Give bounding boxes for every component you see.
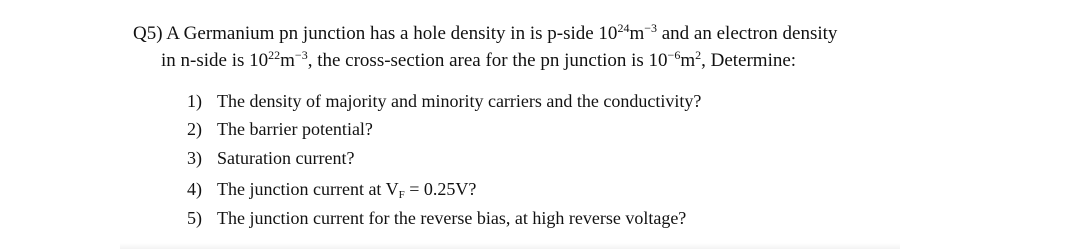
- item-number: 3): [187, 148, 202, 168]
- item-number: 5): [187, 208, 202, 228]
- q-line2-exp2: −3: [294, 48, 308, 62]
- list-item: [187, 90, 701, 112]
- list-item: [187, 118, 373, 140]
- q-line2-middle: , the cross-section area for the pn junction is 10: [307, 50, 668, 71]
- item-text: The density of majority and minority carriers and the conductivity?: [217, 91, 702, 111]
- q-line2-exp3: −6: [667, 48, 681, 62]
- item-text-subscript: F: [398, 189, 405, 201]
- question-line-1: [133, 23, 837, 45]
- item-text: Saturation current?: [217, 148, 355, 168]
- q-line1-unit1: m: [629, 23, 645, 44]
- item-text: The barrier potential?: [217, 119, 373, 139]
- q-line1-suffix: and an electron density: [657, 23, 838, 44]
- item-text-suffix: = 0.25V?: [404, 179, 477, 199]
- item-text-prefix: The junction current at V: [217, 179, 399, 199]
- q-line2-exp1: 22: [268, 48, 281, 62]
- q-line1-exp2: −3: [644, 21, 657, 35]
- q-line1-exp1: 24: [617, 21, 630, 35]
- q-line1-prefix: Q5) A Germanium pn junction has a hole density in is p-side 10: [133, 23, 618, 44]
- q-line2-suffix: , Determine:: [701, 50, 797, 71]
- bottom-edge-fade: [120, 243, 900, 249]
- item-text: The junction current for the reverse bias, at high reverse voltage?: [217, 208, 687, 228]
- q-line2-exp4: 2: [695, 48, 702, 62]
- list-item: [187, 147, 354, 169]
- q-line2-unit2: m: [680, 50, 696, 71]
- list-item: [187, 178, 476, 200]
- item-number: 1): [187, 91, 202, 111]
- item-number: 4): [187, 179, 202, 199]
- q-line2-prefix: in n-side is 10: [161, 50, 269, 71]
- q-line2-unit1: m: [280, 50, 295, 71]
- list-item: [187, 207, 686, 229]
- item-number: 2): [187, 119, 202, 139]
- question-line-2: [161, 50, 796, 72]
